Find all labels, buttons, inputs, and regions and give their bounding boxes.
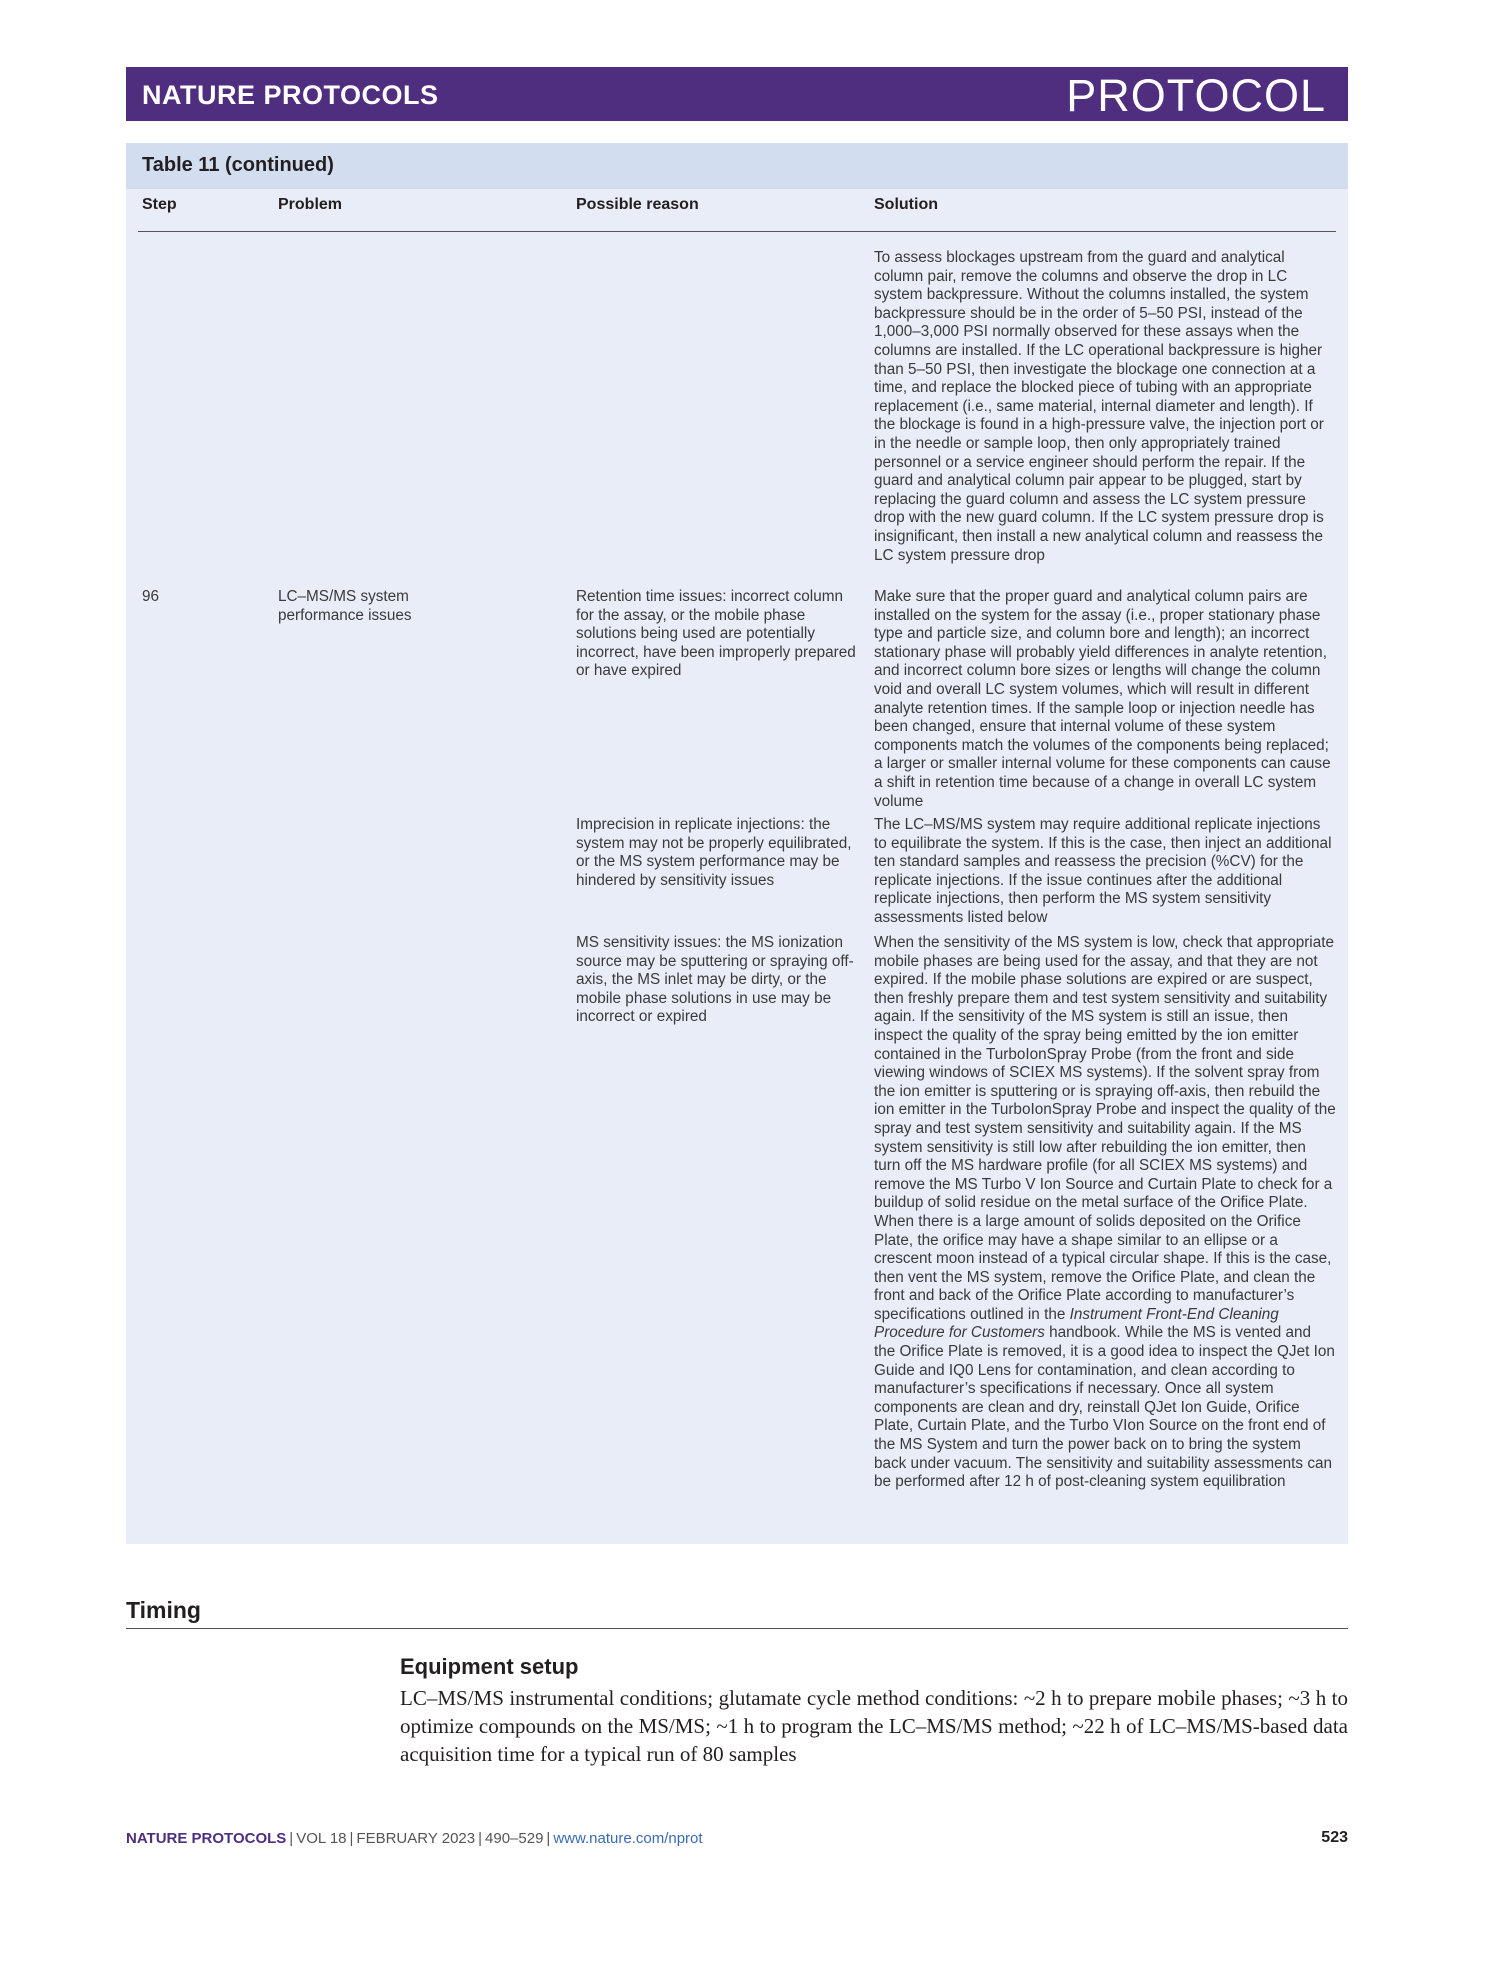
header-rule: [138, 231, 1336, 232]
page-number: 523: [1321, 1829, 1348, 1846]
column-header-problem: Problem: [278, 196, 343, 213]
problem-cell: LC–MS/MS system performance issues: [278, 588, 412, 624]
article-type: PROTOCOL: [1066, 70, 1326, 121]
journal-header: [126, 67, 1348, 121]
timing-rule: [126, 1628, 1348, 1629]
footer-volume: VOL 18: [296, 1830, 347, 1847]
footer-pages: 490–529: [485, 1830, 544, 1847]
reason-cell: MS sensitivity issues: the MS ionization source may be sputtering or spraying off-axis, the MS inlet may be dirty, or the mobile phase solutions in use may be incorrect or expired: [576, 934, 854, 1026]
footer-url-link[interactable]: www.nature.com/nprot: [553, 1830, 703, 1847]
table-title: Table 11 (continued): [142, 154, 334, 176]
footer-date: FEBRUARY 2023: [356, 1830, 476, 1847]
step-cell: 96: [142, 588, 160, 605]
solution-text: When the sensitivity of the MS system is low, check that appropriate mobile phases are being used for the assay, and that they are not expired. If the mobile phase solutions are expired or are suspect, then freshly prepare them and test system sensitivity and suitability again. If the sensitivity of the MS system is still an issue, then inspect the quality of the spray being emitted by the ion emitter contained in the TurboIonSpray Probe (from the front and side viewing windows of SCIEX MS systems). If the solvent spray from the ion emitter is sputtering or is spraying off-axis, then rebuild the ion emitter in the TurboIonSpray Probe and inspect the quality of the spray and test system sensitivity and suitability again. If the MS system sensitivity is still low after rebuilding the ion emitter, then turn off the MS hardware profile (for all SCIEX MS systems) and remove the MS Turbo V Ion Source and Curtain Plate to check for a buildup of solid residue on the metal surface of the Orifice Plate. When there is a large amount of solids deposited on the Orifice Plate, the orifice may have a shape similar to an ellipse or a crescent moon instead of a typical circular shape. If this is the case, then vent the MS system, remove the Orifice Plate, and clean the front and back of the Orifice Plate according to manufacturer’s specifications outlined in the: [874, 934, 1336, 1323]
solution-cell: [874, 934, 1336, 1492]
column-header-solution: Solution: [874, 196, 938, 213]
handbook-title: Instrument Front-End Cleaning Procedure for Customers: [874, 1305, 1279, 1342]
column-header-reason: Possible reason: [576, 196, 699, 213]
reason-cell: Imprecision in replicate injections: the system may not be properly equilibrated, or the MS system performance may be hindered by sensitivity issues: [576, 816, 852, 889]
footer-journal: NATURE PROTOCOLS: [126, 1830, 287, 1847]
equipment-setup-text: LC–MS/MS instrumental conditions; glutamate cycle method conditions: ~2 h to prepare mobile phases; ~3 h to optimize compounds on the MS/MS; ~1 h to program the LC–MS/MS method; ~22 h of LC–MS/MS-based data acquisition time for a typical run of 80 samples: [400, 1686, 1348, 1766]
troubleshooting-table: [126, 143, 1348, 1544]
equipment-setup-heading: Equipment setup: [400, 1654, 579, 1679]
solution-cell: The LC–MS/MS system may require additional replicate injections to equilibrate the system. If this is the case, then inject an additional ten standard samples and reassess the precision (%CV) for the replicate injections. If the issue continues after the additional replicate injections, then perform the MS system sensitivity assessments listed below: [874, 816, 1332, 926]
table-title-bar: [126, 143, 1348, 189]
solution-cell: Make sure that the proper guard and analytical column pairs are installed on the system for the assay (i.e., proper stationary phase type and particle size, and column bore and length); an incorrect stationary phase will probably yield differences in analyte retention, and incorrect column bore sizes or lengths will change the column void and overall LC system volumes, which will result in different analyte retention times. If the sample loop or injection needle has been changed, ensure that internal volume of these system components match the volumes of the components being replaced; a larger or smaller internal volume for these components can cause a shift in retention time because of a change in overall LC system volume: [874, 588, 1331, 810]
solution-text: handbook. While the MS is vented and the Orifice Plate is removed, it is a good idea to inspect the QJet Ion Guide and IQ0 Lens for contamination, and clean according to manufacturer’s specifications if necessary. Once all system components are clean and dry, reinstall QJet Ion Guide, Orifice Plate, Curtain Plate, and the Turbo VIon Source on the front end of the MS System and turn the power back on to bring the system back under vacuum. The sensitivity and suitability assessments can be performed after 12 h of post-cleaning system equilibration: [874, 1324, 1335, 1491]
solution-cell: To assess blockages upstream from the guard and analytical column pair, remove the columns and observe the drop in LC system backpressure. Without the columns installed, the system backpressure should be in the order of 5–50 PSI, instead of the 1,000–3,000 PSI normally observed for these assays when the columns are installed. If the LC operational backpressure is higher than 5–50 PSI, then investigate the blockage one connection at a time, and replace the blocked piece of tubing with an appropriate replacement (i.e., same material, internal diameter and length). If the blockage is found in a high-pressure valve, the injection port or in the needle or sample loop, then only appropriately trained personnel or a service engineer should perform the repair. If the guard and analytical column pair appear to be plugged, start by replacing the guard column and assess the LC system pressure drop with the new guard column. If the LC system pressure drop is insignificant, then install a new analytical column and reassess the LC system pressure drop: [874, 249, 1324, 564]
journal-name: NATURE PROTOCOLS: [142, 80, 439, 110]
column-header-step: Step: [142, 196, 177, 213]
timing-heading: Timing: [126, 1597, 201, 1623]
reason-cell: Retention time issues: incorrect column for the assay, or the mobile phase solutions being used are potentially incorrect, have been improperly prepared or have expired: [576, 588, 856, 680]
page-footer: NATURE PROTOCOLS | VOL 18 | FEBRUARY 2023 | 490–529 | www.nature.com/nprot: [126, 1830, 703, 1847]
